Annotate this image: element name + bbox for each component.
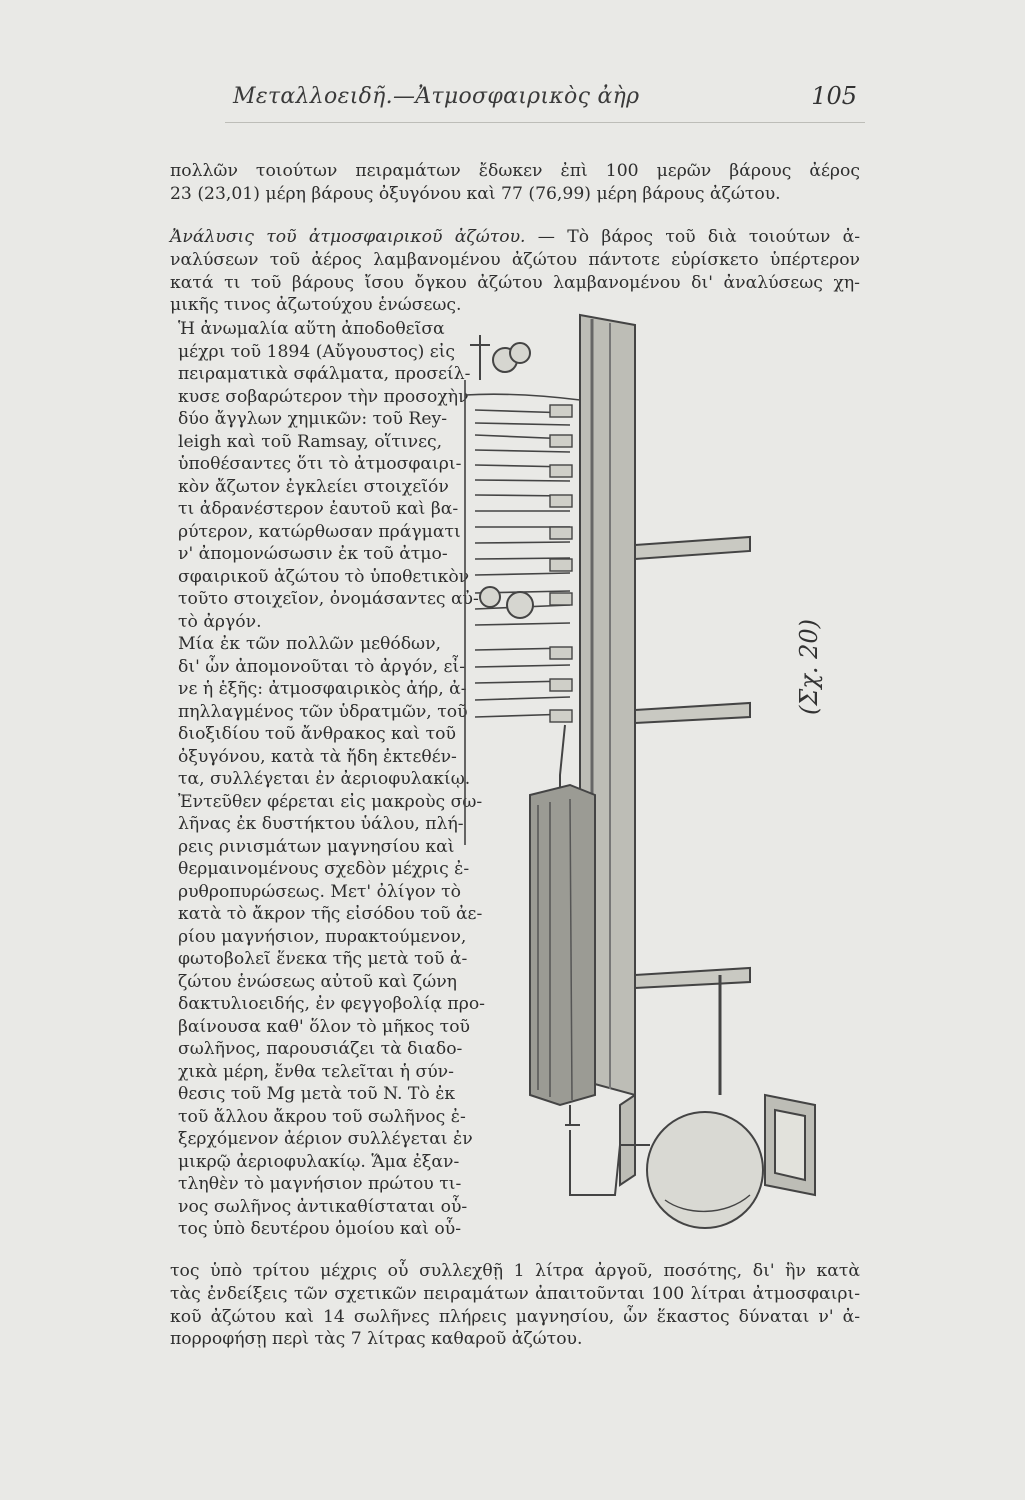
column-line: φωτοβολεῖ ἕνεκα τῆς μετὰ τοῦ ἀ-	[178, 949, 468, 969]
column-line: Ἡ ἀνωμαλία αὕτη ἀποδοθεῖσα	[178, 319, 445, 339]
text-line: τὰς ἐνδείξεις τῶν σχετικῶν πειραμάτων ἀπαιτοῦνται 100 λίτραι ἀτμοσφαιρι-	[170, 1283, 860, 1304]
text-line: ναλύσεων τοῦ ἀέρος λαμβανομένου ἀζώτου πάντοτε εὑρίσκετο ὑπέρτερον	[170, 249, 860, 270]
column-line: τι ἀδρανέστερον ἑαυτοῦ καὶ βα-	[178, 499, 459, 519]
text-line: τος ὑπὸ τρίτου μέχρις οὗ συλλεχθῇ 1 λίτρα ἀργοῦ, ποσότης, δι' ἣν κατὰ	[170, 1261, 860, 1281]
column-line: νε ἡ ἑξῆς: ἀτμοσφαιρικὸς ἀήρ, ἀ-	[178, 679, 467, 699]
column-line: κὸν ἄζωτον ἐγκλείει στοιχεῖόν	[178, 476, 449, 497]
section-heading: Ἀνάλυσις τοῦ ἀτμοσφαιρικοῦ ἀζώτου.	[170, 227, 526, 247]
text-line: κοῦ ἀζώτου καὶ 14 σωλῆνες πλήρεις μαγνησίου, ὧν ἕκαστος δύναται ν' ἀ-	[170, 1306, 860, 1327]
column-line: τὸ ἀργόν.	[178, 611, 262, 632]
column-line: ρύτερον, κατώρθωσαν πράγματι	[178, 521, 461, 542]
apparatus-figure	[420, 305, 860, 1255]
column-line: διοξιδίου τοῦ ἄνθρακος καὶ τοῦ	[178, 724, 456, 744]
column-line: πειραματικὰ σφάλματα, προσείλ-	[178, 364, 471, 384]
column-line: Μία ἐκ τῶν πολλῶν μεθόδων,	[178, 634, 441, 654]
column-line: τος ὑπὸ δευτέρου ὁμοίου καὶ οὗ-	[178, 1219, 461, 1239]
column-line: βαίνουσα καθ' ὅλον τὸ μῆκος τοῦ	[178, 1016, 470, 1037]
column-line: ρίου μαγνήσιον, πυρακτούμενον,	[178, 926, 467, 947]
column-line: δι' ὧν ἀπομονοῦται τὸ ἀργόν, εἶ-	[178, 656, 466, 677]
column-line: πηλλαγμένος τῶν ὑδρατμῶν, τοῦ	[178, 701, 468, 722]
text-line: πορροφήσῃ περὶ τὰς 7 λίτρας καθαροῦ ἀζώτου.	[170, 1329, 583, 1350]
column-line: σφαιρικοῦ ἀζώτου τὸ ὑποθετικὸν	[178, 566, 470, 587]
column-line: leigh καὶ τοῦ Ramsay, οἵτινες,	[178, 431, 443, 452]
column-line: ξερχόμενον ἀέριον συλλέγεται ἐν	[178, 1129, 473, 1149]
figure-caption: (Σχ. 20)	[795, 618, 823, 715]
column-line: κυσε σοβαρώτερον τὴν προσοχὴν	[178, 386, 469, 407]
column-line: ὑποθέσαντες ὅτι τὸ ἀτμοσφαιρι-	[178, 454, 462, 474]
column-line: ν' ἀπομονώσωσιν ἐκ τοῦ ἀτμο-	[178, 544, 448, 564]
column-line: χικὰ μέρη, ἔνθα τελεῖται ἡ σύν-	[178, 1061, 454, 1082]
header-rule	[225, 122, 865, 123]
section-paragraph	[170, 226, 860, 317]
column-line: τοῦ ἄλλου ἄκρου τοῦ σωλῆνος ἐ-	[178, 1106, 466, 1127]
column-line: ρεις ρινισμάτων μαγνησίου καὶ	[178, 836, 455, 857]
column-line: τοῦτο στοιχεῖον, ὀνομάσαντες αὐ-	[178, 589, 479, 609]
column-line: δύο ἄγγλων χημικῶν: τοῦ Rey-	[178, 409, 448, 429]
section-line-start: — Τὸ βάρος τοῦ διὰ τοιούτων ἀ-	[537, 227, 860, 247]
column-line: τα, συλλέγεται ἐν ἀεριοφυλακίῳ.	[178, 769, 471, 789]
column-line: λῆνας ἐκ δυστήκτου ὑάλου, πλή-	[178, 814, 464, 834]
column-line: ζώτου ἑνώσεως αὐτοῦ καὶ ζώνη	[178, 971, 457, 992]
text-line: 23 (23,01) μέρη βάρους ὀξυγόνου καὶ 77 (76,99) μέρη βάρους ἀζώτου.	[170, 183, 781, 204]
text-line: μικῆς τινος ἀζωτούχου ἑνώσεως.	[170, 295, 462, 316]
intro-paragraph	[170, 160, 860, 206]
page-number: 105	[811, 82, 857, 110]
running-header	[225, 82, 865, 116]
final-paragraph	[170, 1260, 860, 1351]
column-line: μικρῷ ἀεριοφυλακίῳ. Ἅμα ἐξαν-	[178, 1151, 460, 1172]
running-title: Μεταλλοειδῆ.—Ἀτμοσφαιρικὸς ἀὴρ	[233, 84, 640, 109]
column-line: τληθὲν τὸ μαγνήσιον πρώτου τι-	[178, 1174, 462, 1194]
column-line: ὀξυγόνου, κατὰ τὰ ἤδη ἐκτεθέν-	[178, 746, 457, 767]
apparatus-drawing	[465, 315, 815, 1228]
column-line: ρυθροπυρώσεως. Μετ' ὀλίγον τὸ	[178, 881, 461, 902]
column-line: νος σωλῆνος ἀντικαθίσταται οὗ-	[178, 1196, 468, 1217]
text-line	[170, 226, 860, 249]
column-line: μέχρι τοῦ 1894 (Αὔγουστος) εἰς	[178, 341, 456, 362]
column-line: δακτυλιοειδής, ἐν φεγγοβολίᾳ προ-	[178, 994, 485, 1014]
text-line: πολλῶν τοιούτων πειραμάτων ἔδωκεν ἐπὶ 100 μερῶν βάρους ἀέρος	[170, 161, 860, 181]
column-line: σωλῆνος, παρουσιάζει τὰ διαδο-	[178, 1039, 463, 1059]
column-line: θερμαινομένους σχεδὸν μέχρις ἐ-	[178, 859, 470, 879]
column-line: Ἐντεῦθεν φέρεται εἰς μακροὺς σω-	[178, 791, 483, 812]
column-line: θεσις τοῦ Mg μετὰ τοῦ N. Τὸ ἐκ	[178, 1084, 456, 1104]
column-text	[178, 318, 485, 1241]
column-line: κατὰ τὸ ἄκρον τῆς εἰσόδου τοῦ ἀε-	[178, 904, 483, 924]
text-line: κατά τι τοῦ βάρους ἴσου ὄγκου ἀζώτου λαμβανομένου δι' ἀναλύσεως χη-	[170, 272, 860, 293]
